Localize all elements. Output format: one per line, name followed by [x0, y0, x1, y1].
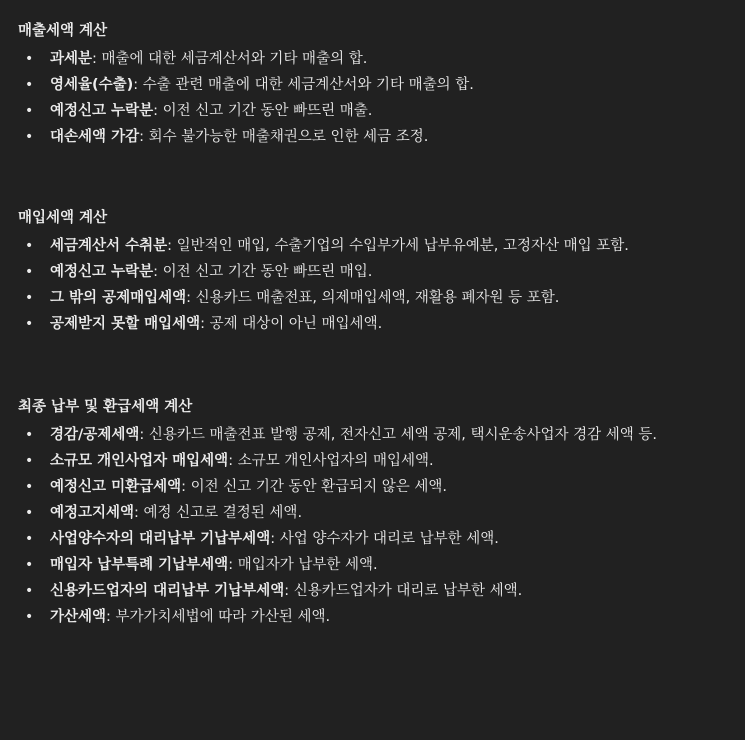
item-separator: : [153, 264, 163, 280]
bullet-icon: • [25, 129, 34, 145]
item-desc: 이전 신고 기간 동안 환급되지 않은 세액. [190, 479, 447, 495]
item-separator: : [106, 609, 116, 625]
item-term: 그 밖의 공제매입세액 [50, 290, 187, 306]
bullet-icon: • [25, 557, 34, 573]
item-desc: 신용카드업자가 대리로 납부한 세액. [293, 583, 523, 599]
list-item [18, 474, 715, 500]
item-term: 세금계산서 수취분 [50, 238, 168, 254]
list-item [18, 72, 727, 98]
list-item [18, 526, 715, 552]
list-item [18, 604, 715, 630]
bullet-icon: • [25, 427, 34, 443]
section-final-payment [18, 394, 715, 630]
item-separator: : [228, 453, 238, 469]
bullet-icon: • [25, 479, 34, 495]
item-desc: 부가가치세법에 따라 가산된 세액. [115, 609, 331, 625]
item-desc: 매입자가 납부한 세액. [237, 557, 378, 573]
section-purchase-tax [18, 205, 727, 337]
item-term: 예정고지세액 [50, 505, 135, 521]
item-term: 가산세액 [50, 609, 107, 625]
item-term: 사업양수자의 대리납부 기납부세액 [50, 531, 271, 547]
bullet-icon: • [25, 316, 34, 332]
section-sales-tax [18, 18, 727, 150]
item-desc: 예정 신고로 결정된 세액. [143, 505, 303, 521]
section-title: 최종 납부 및 환급세액 계산 [18, 399, 193, 415]
bullet-icon: • [25, 583, 34, 599]
bullet-icon: • [25, 51, 34, 67]
item-desc: 사업 양수자가 대리로 납부한 세액. [279, 531, 499, 547]
list-item [18, 259, 727, 285]
item-term: 대손세액 가감 [50, 129, 140, 145]
bullet-icon: • [25, 103, 34, 119]
item-desc: 일반적인 매입, 수출기업의 수입부가세 납부유예분, 고정자산 매입 포함. [176, 238, 629, 254]
list-item [18, 46, 727, 72]
item-list [18, 233, 727, 337]
list-item [18, 233, 727, 259]
item-desc: 신용카드 매출전표, 의제매입세액, 재활용 폐자원 등 포함. [195, 290, 560, 306]
item-term: 경감/공제세액 [50, 427, 140, 443]
list-item [18, 448, 715, 474]
item-term: 과세분 [50, 51, 93, 67]
item-list [18, 46, 727, 150]
item-separator: : [181, 479, 191, 495]
list-item [18, 311, 727, 337]
item-separator: : [139, 427, 149, 443]
bullet-icon: • [25, 453, 34, 469]
item-desc: 매출에 대한 세금계산서와 기타 매출의 합. [101, 51, 368, 67]
list-item [18, 552, 715, 578]
item-separator: : [134, 505, 144, 521]
item-separator: : [139, 129, 149, 145]
item-term: 신용카드업자의 대리납부 기납부세액 [50, 583, 285, 599]
item-desc: 회수 불가능한 매출채권으로 인한 세금 조정. [148, 129, 429, 145]
item-desc: 소규모 개인사업자의 매입세액. [237, 453, 434, 469]
item-desc: 이전 신고 기간 동안 빠뜨린 매입. [162, 264, 373, 280]
item-term: 매입자 납부특례 기납부세액 [50, 557, 229, 573]
item-separator: : [200, 316, 210, 332]
item-term: 예정신고 누락분 [50, 264, 154, 280]
item-term: 영세율(수출) [50, 77, 134, 93]
item-desc: 수출 관련 매출에 대한 세금계산서와 기타 매출의 합. [142, 77, 474, 93]
item-separator: : [92, 51, 102, 67]
item-term: 예정신고 누락분 [50, 103, 154, 119]
section-title: 매출세액 계산 [18, 23, 108, 39]
item-list [18, 422, 715, 630]
bullet-icon: • [25, 238, 34, 254]
list-item [18, 98, 727, 124]
item-term: 소규모 개인사업자 매입세액 [50, 453, 229, 469]
list-item [18, 124, 727, 150]
item-separator: : [167, 238, 177, 254]
bullet-icon: • [25, 505, 34, 521]
list-item [18, 578, 715, 604]
item-desc: 이전 신고 기간 동안 빠뜨린 매출. [162, 103, 373, 119]
bullet-icon: • [25, 609, 34, 625]
bullet-icon: • [25, 77, 34, 93]
item-term: 공제받지 못할 매입세액 [50, 316, 201, 332]
bullet-icon: • [25, 264, 34, 280]
section-title: 매입세액 계산 [18, 210, 108, 226]
item-separator: : [228, 557, 238, 573]
item-separator: : [133, 77, 143, 93]
item-desc: 신용카드 매출전표 발행 공제, 전자신고 세액 공제, 택시운송사업자 경감 세액 등. [148, 427, 657, 443]
list-item [18, 285, 727, 311]
item-separator: : [284, 583, 294, 599]
item-separator: : [270, 531, 280, 547]
item-separator: : [186, 290, 196, 306]
bullet-icon: • [25, 290, 34, 306]
bullet-icon: • [25, 531, 34, 547]
item-term: 예정신고 미환급세액 [50, 479, 182, 495]
list-item [18, 500, 715, 526]
list-item [18, 422, 715, 448]
item-separator: : [153, 103, 163, 119]
item-desc: 공제 대상이 아닌 매입세액. [209, 316, 383, 332]
